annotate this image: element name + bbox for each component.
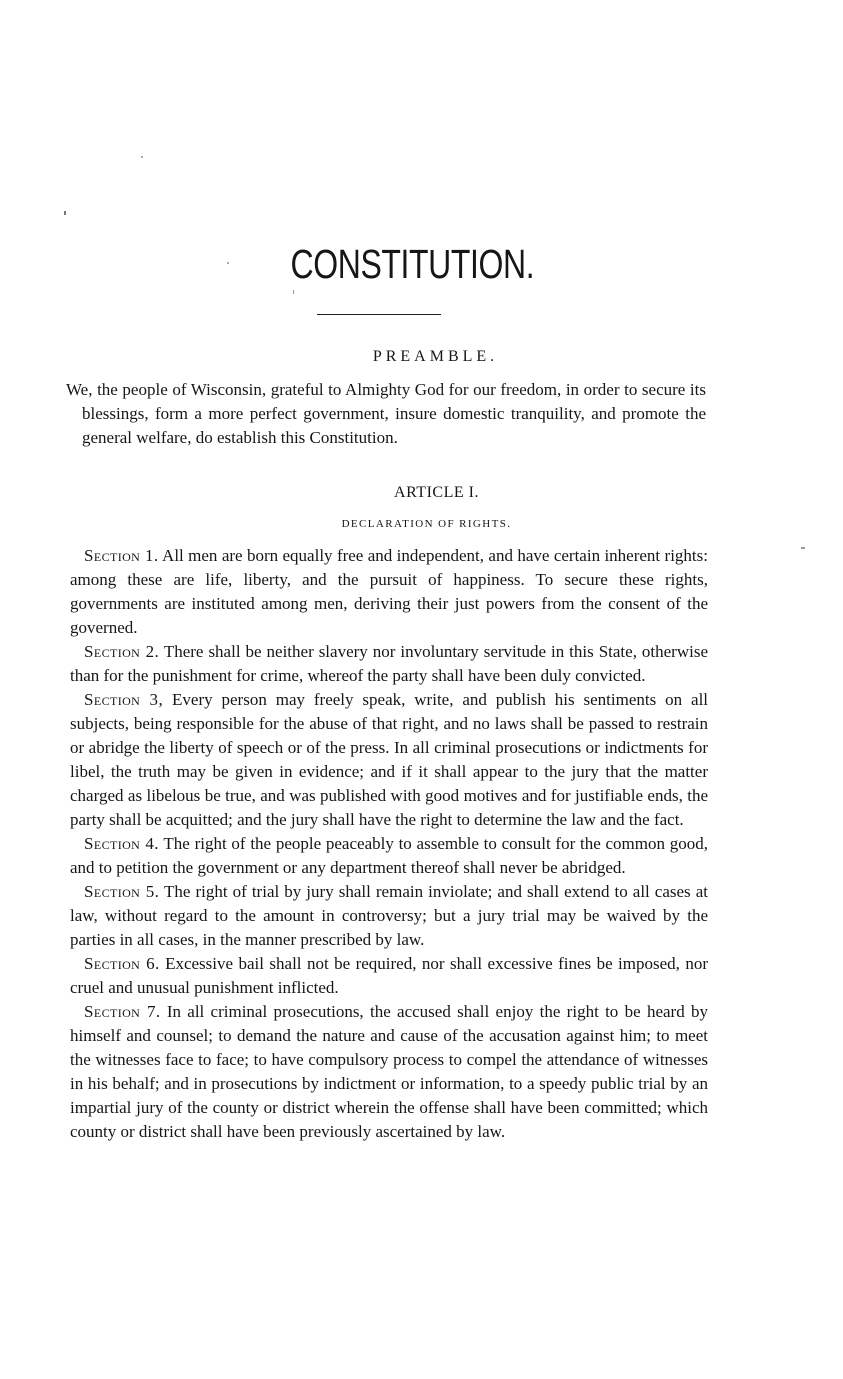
preamble-block: [66, 378, 706, 450]
section-text: There shall be neither slavery nor involuntary servitude in this State, otherwise than for the punishment for crime, whereof the party shall have been duly convicted.: [70, 642, 709, 685]
document-title: CONSTITUTION.: [290, 241, 535, 287]
section-label: Section 1.: [84, 546, 159, 565]
print-speck: [141, 156, 143, 158]
print-speck: [64, 211, 66, 215]
section-text: In all criminal prosecutions, the accused shall enjoy the right to be heard by himself and counsel; to demand the nature and cause of the accusation against him; to meet the witnesses face to face; to have compulsory process to compel the attendance of witnesses in his behalf; and in prosecutions by indictment or information, to a speedy public trial by an impartial jury of the county or district wherein the offense shall have been committed; which county or district shall have been previously ascertained by law.: [70, 1002, 709, 1141]
section-3: [70, 688, 708, 832]
print-speck: [801, 547, 805, 549]
article-heading: ARTICLE I.: [394, 484, 479, 501]
section-1: [70, 544, 708, 640]
preamble-text: We, the people of Wisconsin, grateful to Almighty God for our freedom, in order to secure its blessings, form a more perfect government, insure domestic tranquility, and promote the general welfare, do establish this Constitution.: [66, 380, 706, 447]
section-6: [70, 952, 708, 1000]
section-label: Section 3,: [84, 690, 164, 709]
preamble-heading: PREAMBLE.: [372, 348, 499, 365]
section-text: Excessive bail shall not be required, nor shall excessive fines be imposed, nor cruel and unusual punishment inflicted.: [70, 954, 709, 997]
section-2: [70, 640, 708, 688]
article-subheading: DECLARATION OF RIGHTS.: [341, 518, 512, 530]
section-text: The right of the people peaceably to assemble to consult for the common good, and to petition the government or any department thereof shall never be abridged.: [70, 834, 708, 877]
section-label: Section 7.: [84, 1002, 161, 1021]
section-label: Section 6.: [84, 954, 160, 973]
section-text: All men are born equally free and independent, and have certain inherent rights: among these are life, liberty, and the pursuit of happiness. To secure these rights, governments are instituted among men, deriving their just powers from the consent of the governed.: [70, 546, 708, 637]
section-5: [70, 880, 708, 952]
section-4: [70, 832, 708, 880]
sections-list: [70, 544, 708, 1144]
title-divider: [317, 314, 441, 315]
section-text: Every person may freely speak, write, and publish his sentiments on all subjects, being responsible for the abuse of that right, and no laws shall be passed to restrain or abridge the liberty of speech or of the press. In all criminal prosecutions or indictments for libel, the truth may be given in evidence; and if it shall appear to the jury that the matter charged as libelous be true, and was published with good motives and for justifiable ends, the party shall be acquitted; and the jury shall have the right to determine the law and the fact.: [70, 690, 709, 829]
section-label: Section 5.: [84, 882, 160, 901]
section-7: [70, 1000, 708, 1144]
section-label: Section 4.: [84, 834, 159, 853]
section-label: Section 2.: [84, 642, 160, 661]
print-speck: [293, 290, 294, 294]
section-text: The right of trial by jury shall remain inviolate; and shall extend to all cases at law, without regard to the amount in controversy; but a jury trial may be waived by the parties in all cases, in the manner prescribed by law.: [70, 882, 708, 949]
